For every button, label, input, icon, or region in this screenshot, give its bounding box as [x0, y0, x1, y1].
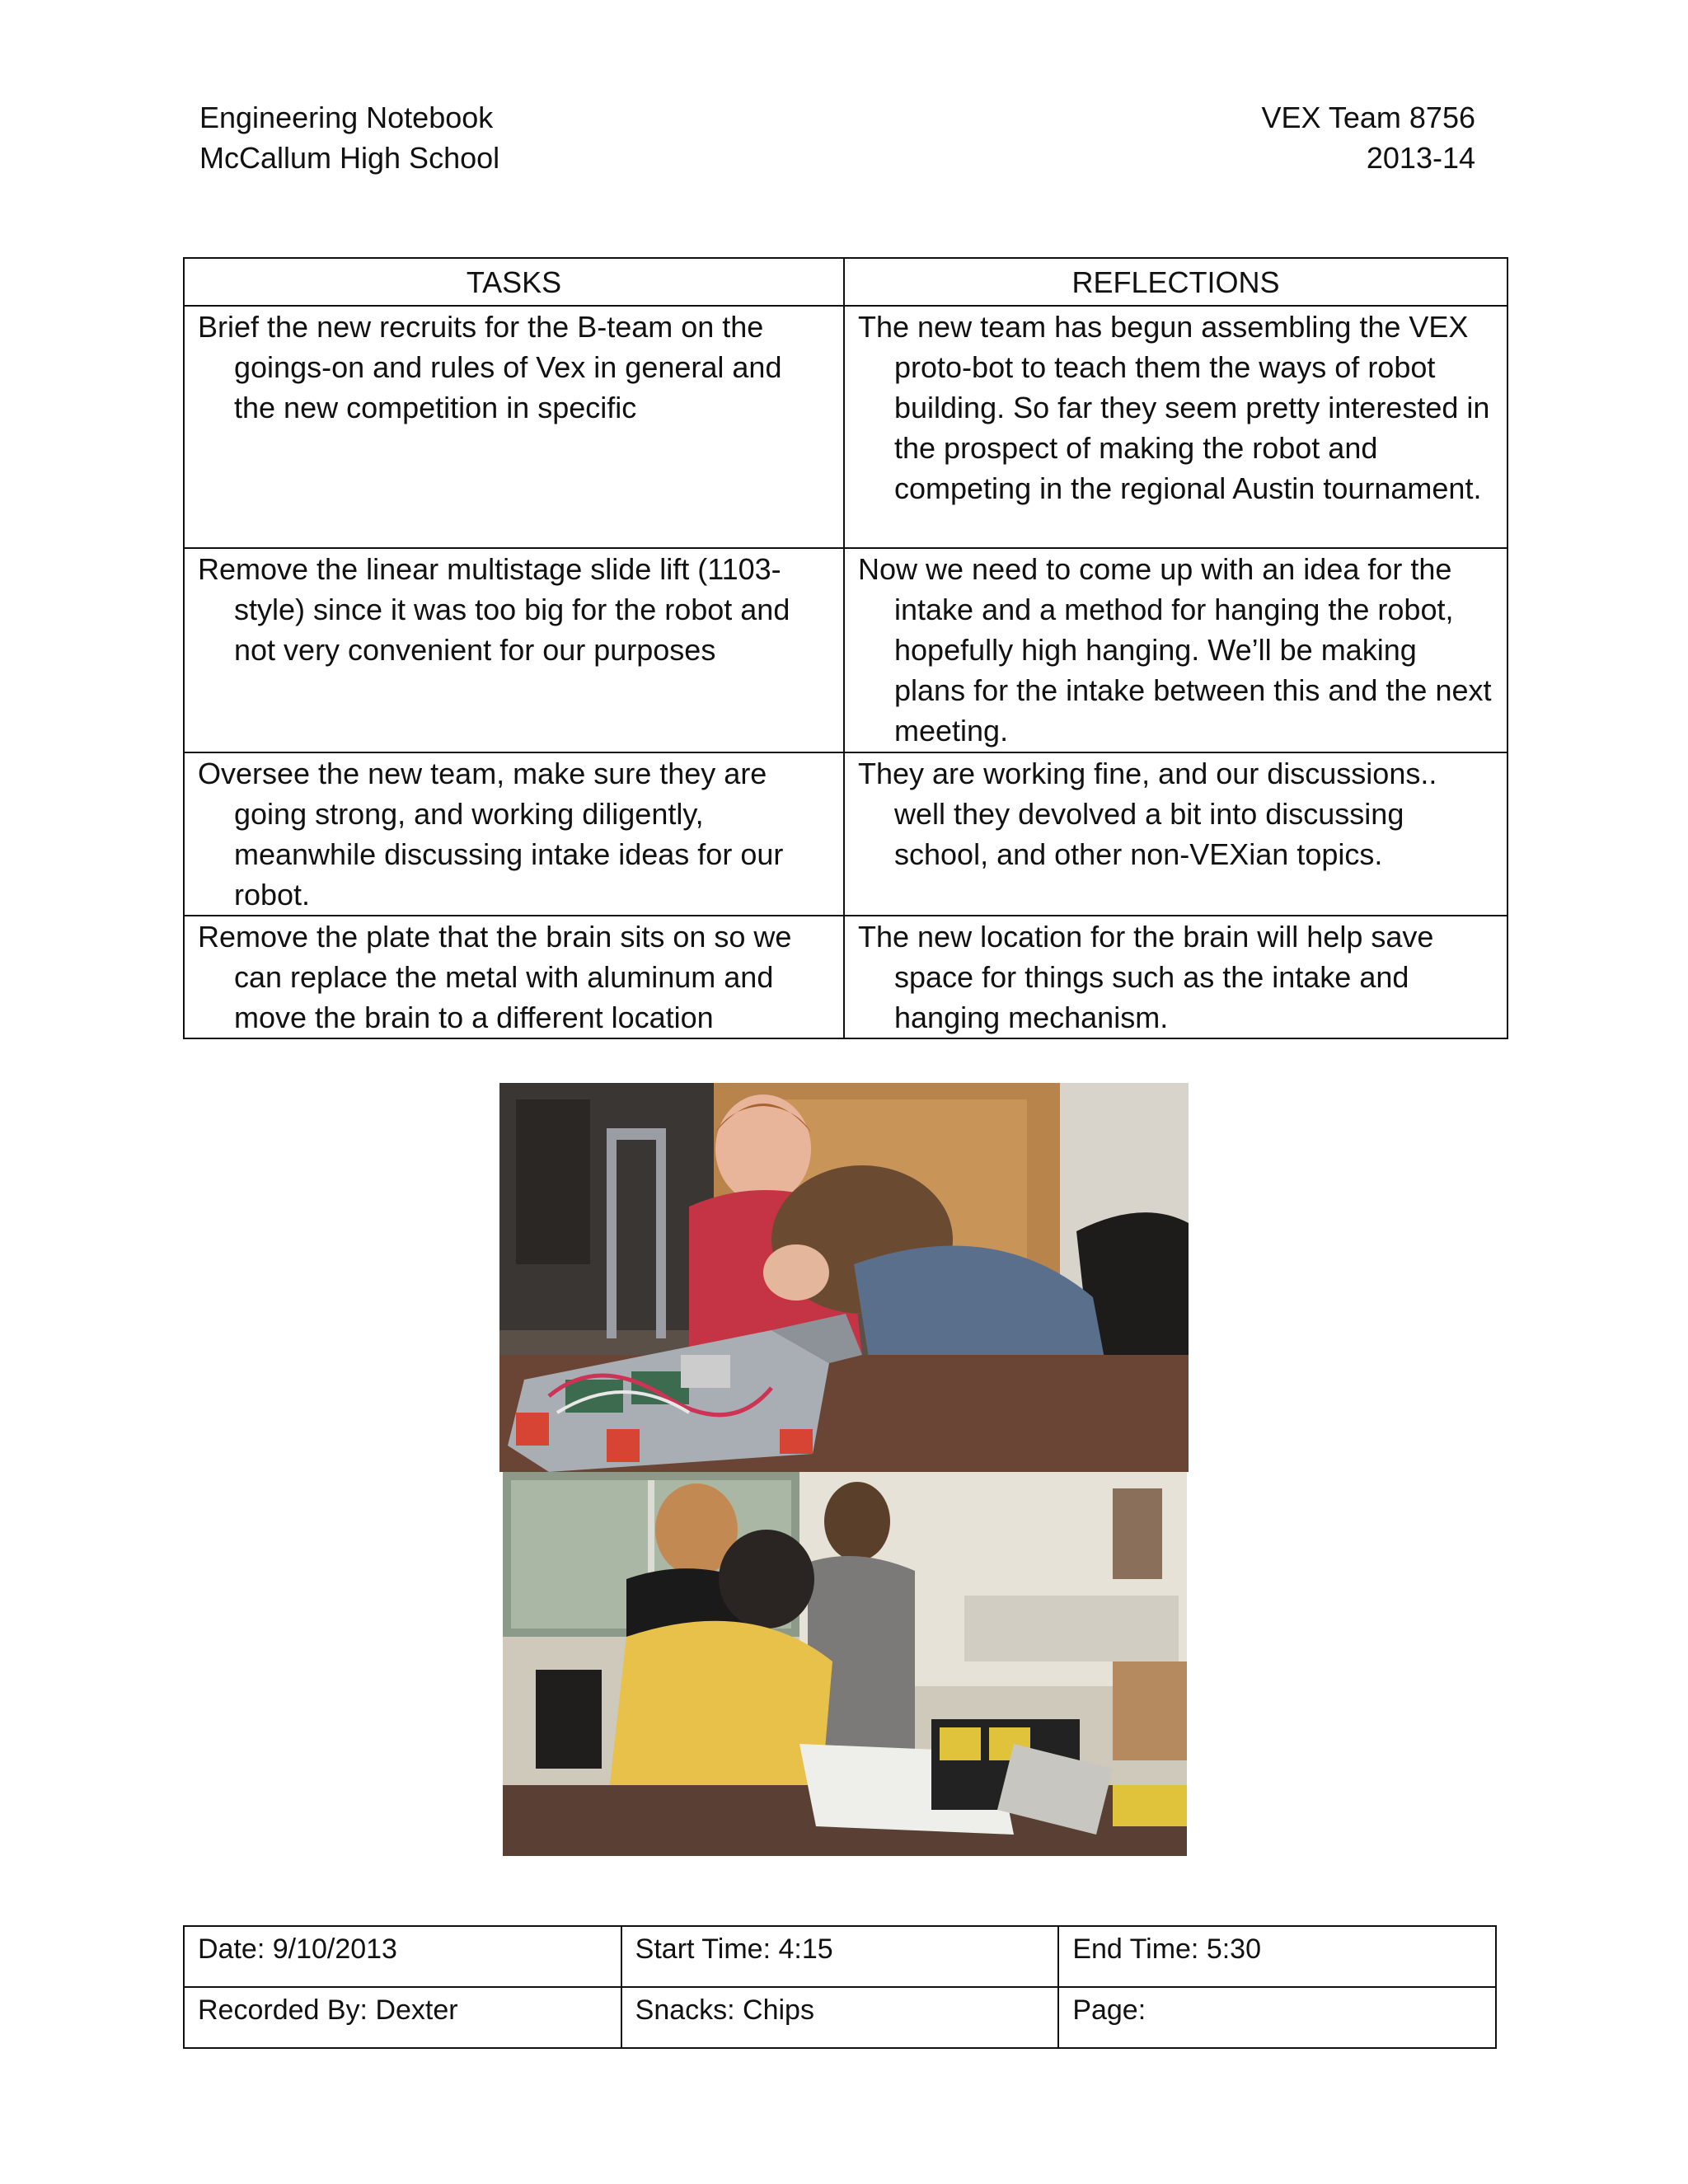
reflection-cell [844, 752, 1507, 916]
table-row [184, 1926, 1496, 1987]
snacks-cell: Snacks: Chips [621, 1987, 1059, 2048]
table-header-row [184, 258, 1507, 306]
notebook-title: Engineering Notebook [199, 101, 494, 134]
task-cell [184, 548, 844, 752]
task-text: Remove the linear multistage slide lift (1103-style) since it was too big for the robot and not very convenient for our purposes [198, 552, 790, 667]
start-time-cell: Start Time: 4:15 [621, 1926, 1059, 1987]
table-row [184, 916, 1507, 1038]
reflection-cell [844, 306, 1507, 548]
header-left [199, 97, 499, 178]
reflection-text: Now we need to come up with an idea for the intake and a method for hanging the robot, hopefully high hanging. We’ll be making plans for the intake between this and the next meeting. [858, 552, 1492, 748]
school-name: McCallum High School [199, 141, 500, 175]
task-text: Brief the new recruits for the B-team on the goings-on and rules of Vex in general and the new competition in specific [198, 310, 782, 424]
reflections-column-header: REFLECTIONS [844, 258, 1507, 306]
task-cell [184, 306, 844, 548]
season-year: 2013-14 [1366, 141, 1475, 175]
reflection-cell [844, 548, 1507, 752]
table-row [184, 306, 1507, 548]
table-row [184, 1987, 1496, 2048]
tasks-table [183, 257, 1508, 1039]
date-cell: Date: 9/10/2013 [184, 1926, 621, 1987]
page-cell: Page: [1058, 1987, 1496, 2048]
task-text: Oversee the new team, make sure they are going strong, and working diligently, meanwhile discussing intake ideas for our robot. [198, 757, 784, 912]
reflection-text: The new location for the brain will help save space for things such as the intake and hanging mechanism. [858, 920, 1434, 1034]
task-text: Remove the plate that the brain sits on so we can replace the metal with aluminum and move the brain to a different location [198, 920, 792, 1034]
task-cell [184, 916, 844, 1038]
table-row [184, 752, 1507, 916]
task-cell [184, 752, 844, 916]
header-right [1261, 97, 1475, 178]
table-row [184, 548, 1507, 752]
meeting-info-table [183, 1925, 1497, 2049]
recorded-by-cell: Recorded By: Dexter [184, 1987, 621, 2048]
team-name: VEX Team 8756 [1261, 101, 1475, 134]
end-time-cell: End Time: 5:30 [1058, 1926, 1496, 1987]
team-assembly-photo [503, 1472, 1187, 1856]
robot-building-photo [499, 1083, 1189, 1472]
tasks-column-header: TASKS [184, 258, 844, 306]
reflection-text: The new team has begun assembling the VEX proto-bot to teach them the ways of robot building. So far they seem pretty interested in the prospect of making the robot and competing in the regional Austin tournament. [858, 310, 1490, 505]
reflection-text: They are working fine, and our discussions.. well they devolved a bit into discussing school, and other non-VEXian topics. [858, 757, 1437, 871]
reflection-cell [844, 916, 1507, 1038]
